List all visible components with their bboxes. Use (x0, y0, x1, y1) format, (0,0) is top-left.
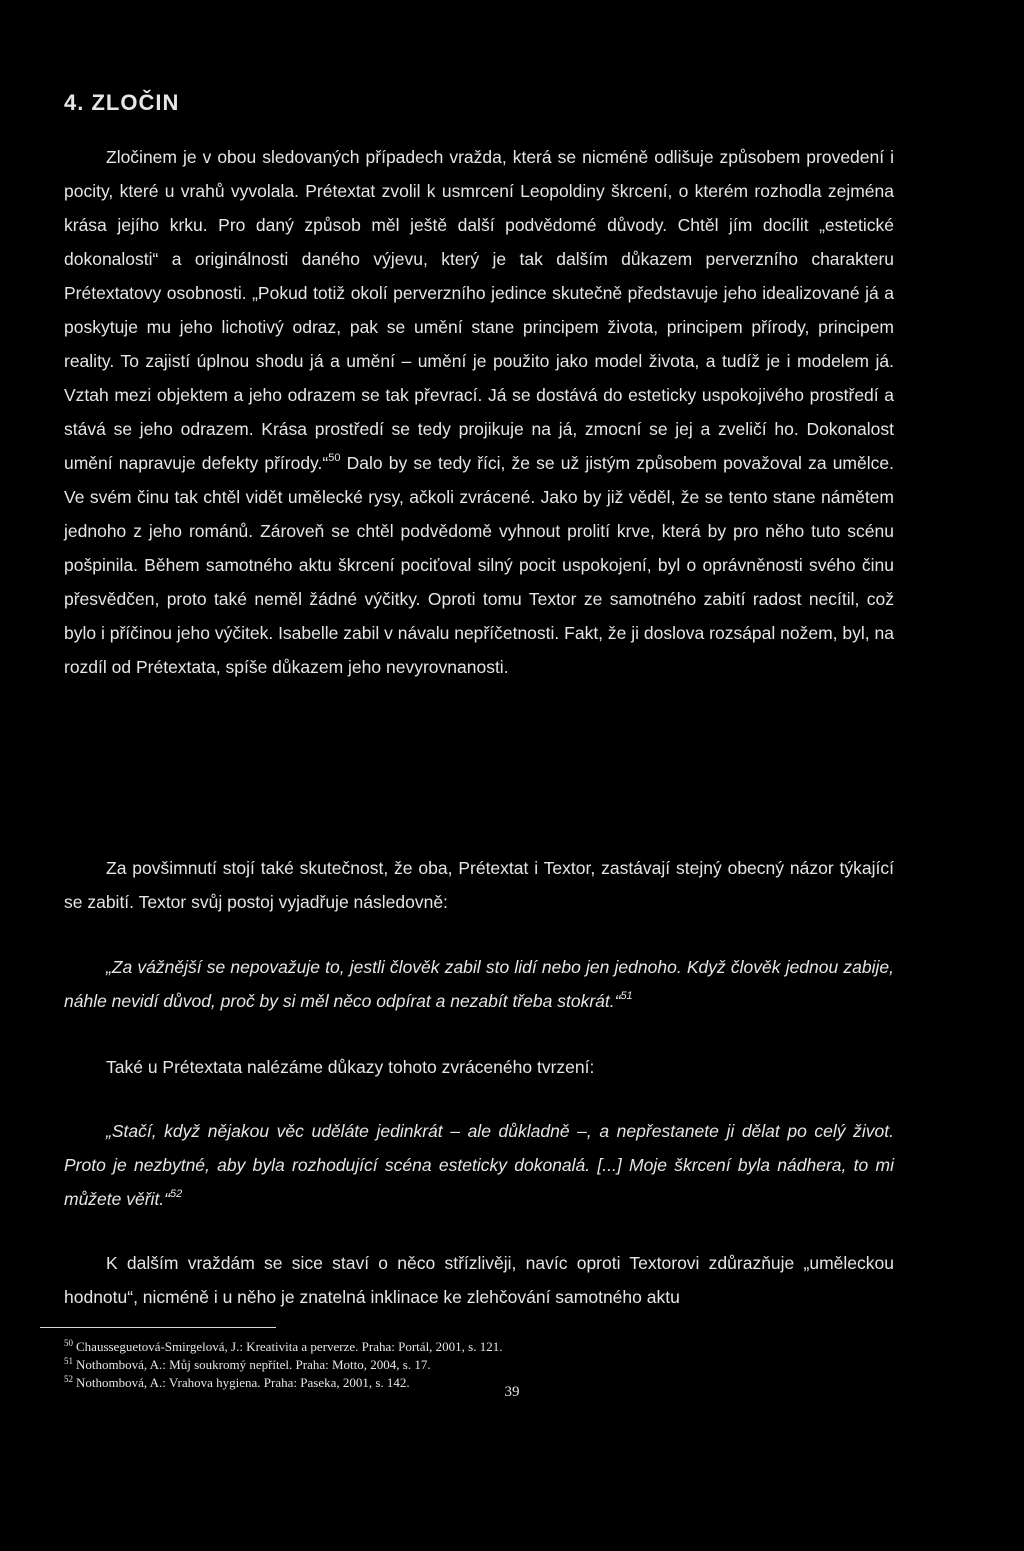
paragraph-1 (64, 140, 894, 684)
quote-2 (64, 1114, 894, 1216)
footnote-divider (40, 1327, 276, 1328)
footnote-51 (64, 1356, 864, 1374)
footnote-50 (64, 1338, 864, 1356)
paragraph-1-text-a: Zločinem je v obou sledovaných případech vražda, která se nicméně odlišuje způsobem provedení i pocity, které u vrahů vyvolala. Prétextat zvolil k usmrcení Leopoldiny škrcení, o kterém rozhodla zejména krása jejího krku. Pro daný způsob měl ještě další podvědomé důvody. Chtěl jím docílit „estetické dokonalosti“ a originálnosti daného výjevu, který je tak dalším důkazem perverzního charakteru Prétextatovy osobnosti. „Pokud totiž okolí perverzního jedince skutečně představuje jeho idealizované já a poskytuje mu jeho lichotivý odraz, pak se umění stane principem života, principem přírody, principem reality. To zajistí úplnou shodu já a umění – umění je použito jako model života, a tudíž je i modelem já. Vztah mezi objektem a jeho odrazem se tak převrací. Já se dostává do esteticky uspokojivého prostředí a stává se jeho odrazem. Krása prostředí se tedy projikuje na já, zmocní se jej a zveličí ho. Dokonalost umění napravuje defekty přírody.“ (64, 147, 894, 473)
paragraph-4-text: K dalším vraždám se sice staví o něco střízlivěji, navíc oproti Textorovi zdůrazňuje „uměleckou hodnotu“, nicméně i u něho je znatelná inklinace ke zlehčování samotného aktu (64, 1253, 894, 1307)
paragraph-1-text-b: Dalo by se tedy říci, že se už jistým způsobem považoval za umělce. Ve svém činu tak chtěl vidět umělecké rysy, ačkoli zvrácené. Jako by již věděl, že se tento stane námětem jednoho z jeho románů. Zároveň se chtěl podvědomě vyhnout prolití krve, která by pro něho tuto scénu pošpinila. Během samotného aktu škrcení pociťoval silný pocit uspokojení, byl o oprávněnosti svého činu přesvědčen, proto také neměl žádné výčitky. Oproti tomu Textor ze samotného zabití radost necítil, což bylo i příčinou jeho výčitek. Isabelle zabil v návalu nepříčetnosti. Fakt, že ji doslova rozsápal nožem, byl, na rozdíl od Prétextata, spíše důkazem jeho nevyrovnanosti. (64, 453, 894, 677)
footnote-ref-51: 51 (620, 990, 633, 1002)
paragraph-3-text: Také u Prétextata nalézáme důkazy tohoto zvráceného tvrzení: (106, 1057, 595, 1077)
paragraph-4 (64, 1246, 894, 1314)
footnote-text: Nothombová, A.: Můj soukromý nepřítel. Praha: Motto, 2004, s. 17. (76, 1357, 431, 1372)
footnote-text: Nothombová, A.: Vrahova hygiena. Praha: Paseka, 2001, s. 142. (76, 1375, 410, 1390)
footnote-text: Chausseguetová-Smirgelová, J.: Kreativita a perverze. Praha: Portál, 2001, s. 121. (76, 1339, 503, 1354)
footnote-ref-50: 50 (328, 452, 341, 464)
paragraph-2-text: Za povšimnutí stojí také skutečnost, že oba, Prétextat i Textor, zastávají stejný obecný názor týkající se zabití. Textor svůj postoj vyjadřuje následovně: (64, 858, 894, 912)
chapter-heading: 4. ZLOČIN (64, 90, 180, 115)
footnote-number: 52 (64, 1374, 73, 1384)
quote-1-text: „Za vážnější se nepovažuje to, jestli člověk zabil sto lidí nebo jen jednoho. Když člověk jednou zabije, náhle nevidí důvod, proč by si měl něco odpírat a nezabít třeba stokrát.“ (64, 957, 894, 1011)
footnote-ref-52: 52 (170, 1188, 183, 1200)
quote-1 (64, 950, 894, 1018)
paragraph-2 (64, 851, 894, 919)
page-number: 39 (504, 1384, 520, 1400)
quote-2-text: „Stačí, když nějakou věc uděláte jedinkrát – ale důkladně –, a nepřestanete ji dělat po celý život. Proto je nezbytné, aby byla rozhodující scéna esteticky dokonalá. [...] Moje škrcení byla nádhera, to mi můžete věřit.“ (64, 1121, 894, 1209)
paragraph-3 (64, 1050, 894, 1084)
footnote-number: 51 (64, 1356, 73, 1366)
footnote-number: 50 (64, 1338, 73, 1348)
